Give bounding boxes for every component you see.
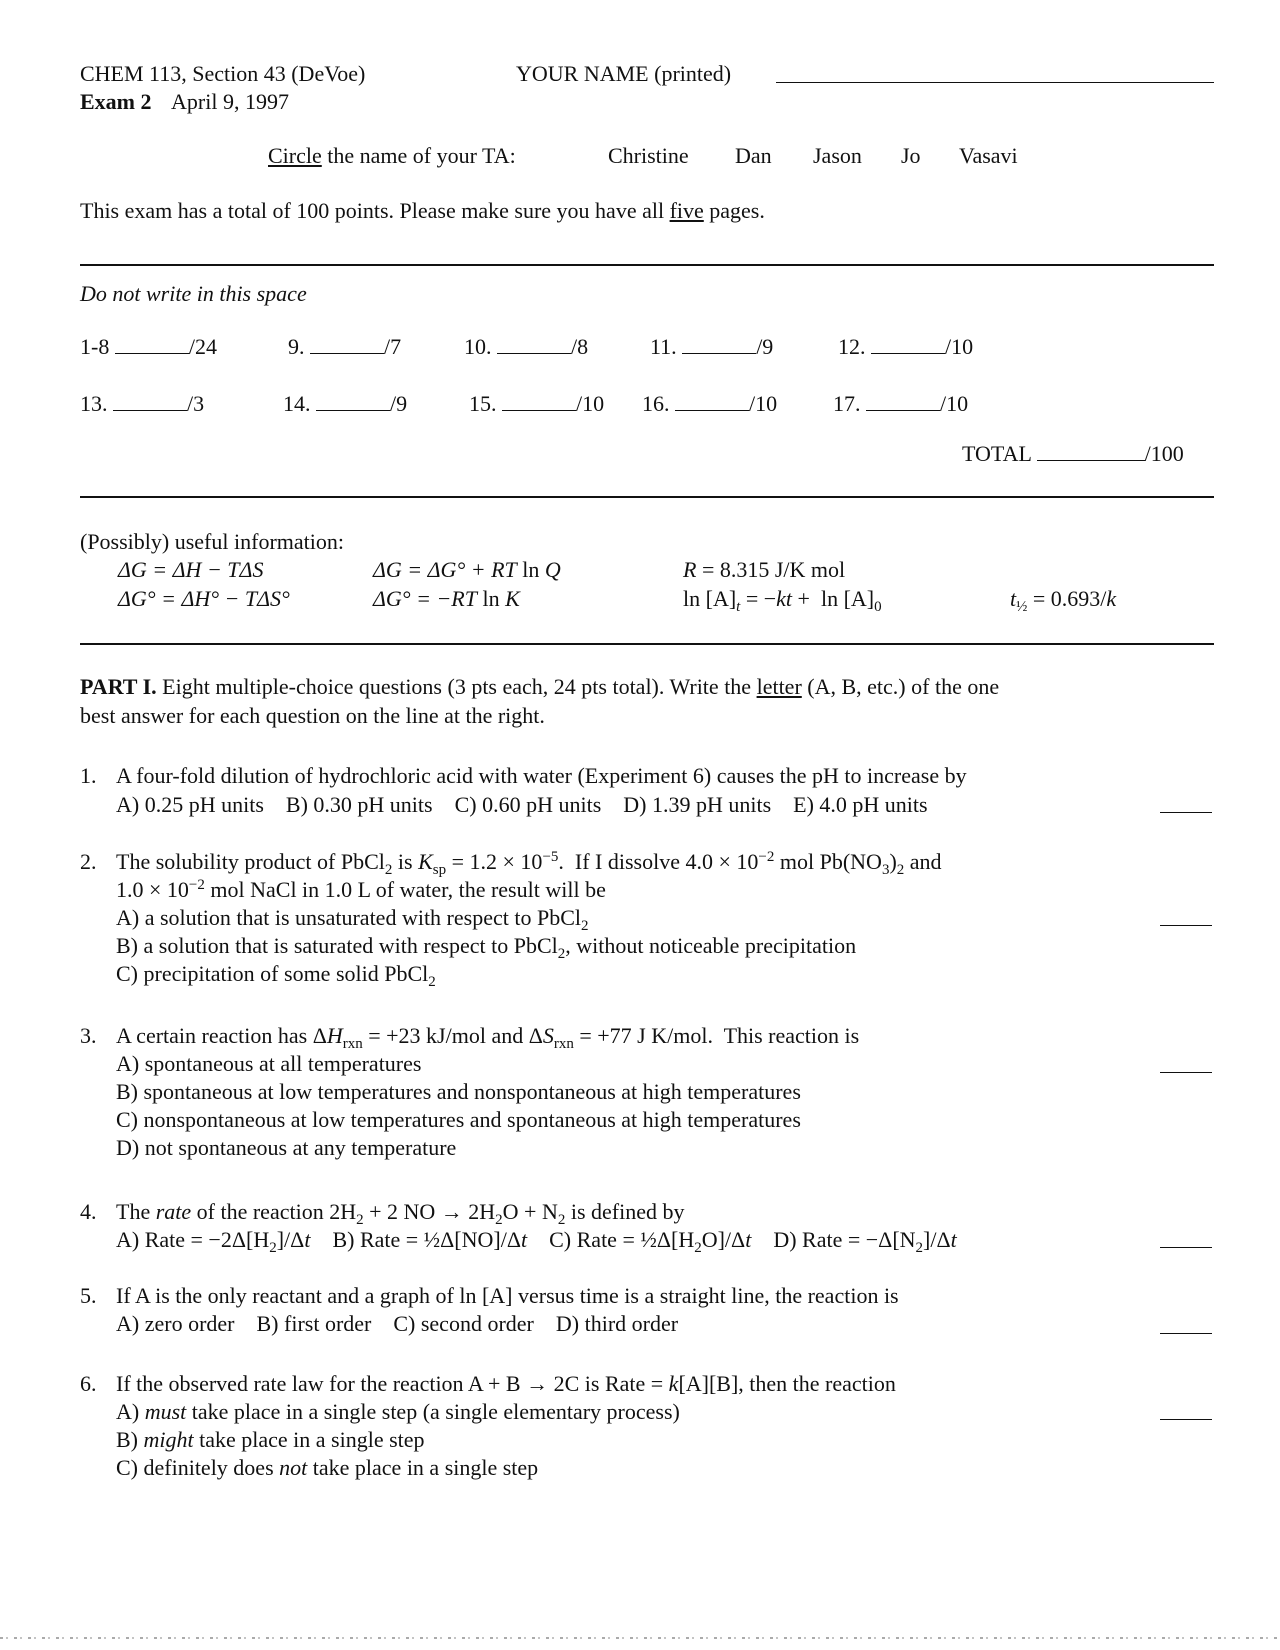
- score-label: 10.: [464, 334, 492, 359]
- part1-letter: letter: [756, 674, 802, 699]
- q6-option-c: C) definitely does not take place in a single step: [116, 1455, 539, 1480]
- q4-stem: The rate of the reaction $2H_2 + 2$ NO → $2H_2O + N_2$ is defined by: [116, 1199, 685, 1228]
- q2-answer-line[interactable]: [1160, 925, 1212, 926]
- q5-option-b: B) first order: [256, 1311, 372, 1336]
- name-input[interactable]: [776, 62, 1214, 83]
- intro-text: [80, 197, 765, 225]
- part1-instructions-line2: best answer for each question on the line at the right.: [80, 703, 545, 728]
- q1-answer-line[interactable]: [1160, 812, 1212, 813]
- ta-prompt: [268, 142, 516, 170]
- formula-first-order: $\ln [A]_t = -kt + \ln [A]_0$: [683, 586, 882, 615]
- q4-number: 4.: [80, 1199, 97, 1224]
- q2-option-b: B) a solution that is saturated with respect to PbCl$_2$, without noticeable precipitation: [116, 933, 857, 962]
- formula-half-life: $t_{\frac{1}{2}} = 0.693/k$: [1010, 586, 1117, 615]
- score-total: [962, 440, 1184, 468]
- ta-christine[interactable]: Christine: [608, 143, 689, 168]
- divider-2: [80, 496, 1214, 498]
- score-max: /3: [187, 391, 205, 416]
- q6-option-b: B) might take place in a single step: [116, 1427, 425, 1452]
- q4-option-b: B) Rate = ½Δ[NO]/Δt: [332, 1227, 528, 1252]
- q6-number: 6.: [80, 1371, 97, 1396]
- q2-option-c: C) precipitation of some solid PbCl$_2$: [116, 961, 436, 990]
- q2-stem-line2: $1.0 \times 10^{-2}$ mol NaCl in 1.0 L of water, the result will be: [116, 877, 606, 902]
- score-11: [650, 333, 773, 361]
- exam-info: [80, 88, 289, 116]
- score-max: /10: [749, 391, 778, 416]
- total-max: /100: [1144, 441, 1184, 466]
- q1-options: [116, 791, 928, 819]
- intro-five: five: [669, 198, 704, 223]
- ta-jason[interactable]: Jason: [813, 143, 862, 168]
- score-blank[interactable]: [682, 335, 756, 354]
- part1-title: PART I.: [80, 674, 157, 699]
- part1-instructions: [80, 673, 999, 701]
- intro-before: This exam has a total of 100 points. Please make sure you have all: [80, 198, 670, 223]
- score-13: [80, 390, 204, 418]
- score-label: 14.: [283, 391, 311, 416]
- formula-gibbs-q: ΔG = ΔG° + RT ln Q: [373, 557, 561, 582]
- score-label: 16.: [642, 391, 670, 416]
- q5-options: [116, 1310, 678, 1338]
- q1-option-e: E) 4.0 pH units: [793, 792, 928, 817]
- q6-stem: If the observed rate law for the reaction A + B → 2C is Rate = k[A][B], then the reaction: [116, 1371, 896, 1396]
- score-max: /7: [384, 334, 402, 359]
- score-note: Do not write in this space: [80, 281, 307, 306]
- formula-gibbs-k: ΔG° = −RT ln K: [373, 586, 520, 611]
- score-label: 9.: [288, 334, 305, 359]
- score-9: [288, 333, 401, 361]
- q2-stem-line1: The solubility product of PbCl$_2$ is $K_{sp} = 1.2 \times 10^{-5}$. If I dissolve $4.0 \times 10^{-2}$ mol $Pb(NO_3)_2$ and: [116, 849, 942, 878]
- q1-stem: A four-fold dilution of hydrochloric acid with water (Experiment 6) causes the pH to increase by: [116, 763, 967, 788]
- part1-text-after: (A, B, etc.) of the one: [801, 674, 1000, 699]
- q3-option-c: C) nonspontaneous at low temperatures and spontaneous at high temperatures: [116, 1107, 801, 1132]
- score-1-8: [80, 333, 217, 361]
- total-blank[interactable]: [1037, 442, 1145, 461]
- course-title: CHEM 113, Section 43 (DeVoe): [80, 61, 366, 86]
- q4-options: [116, 1226, 957, 1254]
- score-blank[interactable]: [115, 335, 189, 354]
- score-label: 11.: [650, 334, 677, 359]
- score-label: 12.: [838, 334, 866, 359]
- q3-option-b: B) spontaneous at low temperatures and nonspontaneous at high temperatures: [116, 1079, 801, 1104]
- q5-answer-line[interactable]: [1160, 1333, 1212, 1334]
- score-16: [642, 390, 777, 418]
- q4-option-a: A) Rate = $-2\Delta[H_2]/\Delta t$: [116, 1227, 311, 1256]
- q1-option-c: C) 0.60 pH units: [454, 792, 602, 817]
- q6-option-a: A) must take place in a single step (a single elementary process): [116, 1399, 680, 1424]
- q5-number: 5.: [80, 1283, 97, 1308]
- exam-label: Exam 2: [80, 89, 152, 114]
- divider-1: [80, 264, 1214, 266]
- ta-vasavi[interactable]: Vasavi: [959, 143, 1018, 168]
- score-max: /24: [188, 334, 217, 359]
- name-label: YOUR NAME (printed): [516, 61, 732, 86]
- q4-option-c: C) Rate = $\frac{1}{2}\Delta[H_2O]/\Delta t$: [549, 1227, 752, 1256]
- q4-answer-line[interactable]: [1160, 1247, 1212, 1248]
- q1-option-d: D) 1.39 pH units: [623, 792, 772, 817]
- intro-after: pages.: [703, 198, 765, 223]
- score-max: /9: [756, 334, 774, 359]
- q5-option-a: A) zero order: [116, 1311, 235, 1336]
- score-blank[interactable]: [502, 392, 576, 411]
- score-10: [464, 333, 588, 361]
- score-blank[interactable]: [310, 335, 384, 354]
- q3-option-d: D) not spontaneous at any temperature: [116, 1135, 457, 1160]
- q4-option-d: D) Rate = $-\Delta[N_2]/\Delta t$: [773, 1227, 957, 1256]
- q1-option-a: A) 0.25 pH units: [116, 792, 264, 817]
- score-blank[interactable]: [497, 335, 571, 354]
- q1-number: 1.: [80, 763, 97, 788]
- score-label: 15.: [469, 391, 497, 416]
- q6-answer-line[interactable]: [1160, 1419, 1212, 1420]
- q5-stem: If A is the only reactant and a graph of ln [A] versus time is a straight line, the reaction is: [116, 1283, 899, 1308]
- score-max: /9: [390, 391, 408, 416]
- q3-option-a: A) spontaneous at all temperatures: [116, 1051, 422, 1076]
- score-label: 13.: [80, 391, 108, 416]
- score-max: /8: [571, 334, 589, 359]
- q5-option-d: D) third order: [555, 1311, 679, 1336]
- score-blank[interactable]: [871, 335, 945, 354]
- score-label: 17.: [833, 391, 861, 416]
- total-label: TOTAL: [962, 441, 1032, 466]
- q3-answer-line[interactable]: [1160, 1072, 1212, 1073]
- formula-gibbs: ΔG = ΔH − TΔS: [118, 557, 264, 582]
- q2-number: 2.: [80, 849, 97, 874]
- useful-info-heading: (Possibly) useful information:: [80, 529, 344, 554]
- q2-option-a: A) a solution that is unsaturated with respect to PbCl$_2$: [116, 905, 589, 934]
- part1-text: Eight multiple-choice questions (3 pts each, 24 pts total). Write the: [156, 674, 757, 699]
- score-12: [838, 333, 973, 361]
- formula-r-constant: R = 8.315 J/K mol: [683, 557, 846, 582]
- ta-prompt-text: the name of your TA:: [321, 143, 516, 168]
- circle-word: Circle: [268, 143, 322, 168]
- q3-stem: A certain reaction has $\Delta H_{rxn} = +23$ kJ/mol and $\Delta S_{rxn} = +77$ J K/mol. This reaction is: [116, 1023, 860, 1052]
- score-max: /10: [945, 334, 974, 359]
- score-blank[interactable]: [113, 392, 187, 411]
- exam-date: April 9, 1997: [171, 89, 289, 114]
- q1-option-b: B) 0.30 pH units: [285, 792, 433, 817]
- score-14: [283, 390, 407, 418]
- ta-jo[interactable]: Jo: [901, 143, 921, 168]
- score-blank[interactable]: [675, 392, 749, 411]
- score-blank[interactable]: [866, 392, 940, 411]
- score-blank[interactable]: [316, 392, 390, 411]
- formula-gibbs-std: ΔG° = ΔH° − TΔS°: [118, 586, 290, 611]
- score-max: /10: [576, 391, 605, 416]
- score-label: 1-8: [80, 334, 110, 359]
- q5-option-c: C) second order: [393, 1311, 534, 1336]
- score-15: [469, 390, 604, 418]
- ta-dan[interactable]: Dan: [735, 143, 772, 168]
- scan-artifact-line: [0, 1637, 1280, 1639]
- score-max: /10: [940, 391, 969, 416]
- divider-3: [80, 643, 1214, 645]
- score-17: [833, 390, 968, 418]
- q3-number: 3.: [80, 1023, 97, 1048]
